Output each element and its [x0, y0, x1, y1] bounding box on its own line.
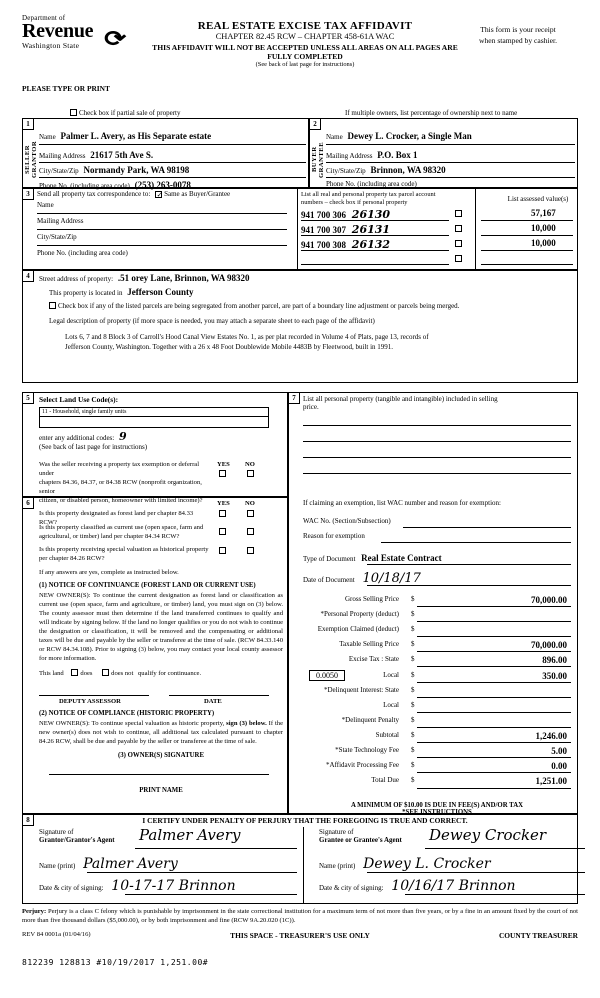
dollar-sign: $ — [411, 610, 415, 618]
continuance-section-number: 6 — [23, 498, 34, 509]
forest-land-question: Is this property designated as forest land per chapter 84.33 RCW? — [39, 510, 194, 526]
legal-description-label: Legal description of property (if more space is needed, you may attach a separate sheet to each page of the affidavit) — [49, 317, 375, 325]
grantor-date-city-label: Date & city of signing: — [39, 884, 104, 892]
partial-sale-checkbox[interactable] — [70, 109, 180, 117]
selling-price-section — [288, 392, 578, 814]
forest-land-no-checkbox[interactable] — [247, 510, 254, 517]
taxable-selling-price-label: Taxable Selling Price — [339, 640, 399, 648]
document-date-value[interactable]: 10/18/17 — [362, 571, 421, 586]
subtotal-label: Subtotal — [375, 731, 399, 739]
exemption-question-line2: chapters 84.36, 84.37, or 84.38 RCW (nonprofit organization, senior — [39, 479, 202, 495]
compliance-line-d: additional tax calculated pursuant to chapter 84.26 RCW, shall be due and payable by the seller or transferee at the time of sale. — [39, 729, 283, 745]
land-use-selected: 11 - Household, single family units — [42, 409, 127, 415]
tax-row — [303, 625, 571, 640]
exemption-no-checkbox[interactable] — [247, 470, 254, 477]
certification-section-number: 8 — [23, 815, 34, 826]
grantee-date-city-value[interactable]: 10/16/17 Brinnon — [391, 878, 516, 894]
exemption-question-line1: Was the seller receiving a property tax exemption or deferral under — [39, 461, 200, 477]
notice-continuance-text — [39, 591, 283, 663]
personal-property-line2: price. — [303, 403, 319, 411]
parcel-row — [301, 253, 575, 267]
excise-tax-local-label: Local — [383, 671, 399, 679]
tax-row — [303, 701, 571, 716]
assessed-value[interactable]: 10,000 — [531, 238, 556, 248]
assessed-value[interactable]: 10,000 — [531, 223, 556, 233]
same-as-buyer-label: Same as Buyer/Grantee — [164, 190, 231, 198]
additional-codes-label: enter any additional codes: — [39, 434, 115, 442]
form-title-block — [152, 20, 458, 68]
perjury-bold-label: Perjury: — [22, 908, 47, 915]
wac-number-label: WAC No. (Section/Subsection) — [303, 517, 391, 525]
segregated-checkbox[interactable] — [49, 302, 56, 309]
grantee-signature-label-line2: Grantee or Grantee's Agent — [319, 836, 402, 844]
treasurer-stamp: 812239 128813 #10/19/2017 1,251.00# — [22, 958, 209, 967]
land-use-listbox[interactable] — [39, 417, 269, 428]
logo-state-label: Washington State — [22, 41, 80, 50]
document-type-label: Type of Document — [303, 555, 356, 563]
parcel-number[interactable]: 941 700 306 — [301, 210, 346, 220]
local-rate-value[interactable]: 0.0050 — [309, 670, 345, 681]
dollar-sign: $ — [411, 716, 415, 724]
legal-description-text[interactable] — [39, 332, 573, 352]
land-use-see-back: (See back of last page for instructions) — [39, 443, 148, 451]
buyer-name-label: Name — [326, 133, 343, 141]
selling-price-section-number: 7 — [289, 393, 300, 404]
gross-selling-price-value[interactable]: 70,000.00 — [531, 595, 567, 605]
seller-section-number: 1 — [23, 119, 34, 130]
buyer-citystate-label: City/State/Zip — [326, 167, 366, 175]
receipt-note — [458, 24, 578, 46]
certification-title: I CERTIFY UNDER PENALTY OF PERJURY THAT THE FOREGOING IS TRUE AND CORRECT. — [142, 816, 468, 825]
seller-phone-label: Phone No. (including area code) — [39, 182, 130, 190]
historic-no-checkbox[interactable] — [247, 547, 254, 554]
agency-logo — [22, 14, 152, 50]
seller-section — [22, 118, 309, 188]
continuance-section — [22, 497, 288, 814]
correspondence-name-label: Name — [37, 201, 54, 209]
dollar-sign: $ — [411, 686, 415, 694]
grantee-signature-label-line1: Signature of — [319, 828, 354, 836]
personal-property-checkbox[interactable] — [455, 210, 462, 217]
personal-property-deduct-label: *Personal Property (deduct) — [320, 610, 399, 618]
state-technology-fee-label: *State Technology Fee — [335, 746, 399, 754]
dollar-sign: $ — [411, 776, 415, 784]
notice-compliance-text — [39, 719, 283, 746]
tax-row — [303, 595, 571, 610]
dollar-sign: $ — [411, 655, 415, 663]
does-label: does — [80, 670, 93, 677]
affidavit-processing-fee-label: *Affidavit Processing Fee — [326, 761, 399, 769]
exemption-yes-checkbox[interactable] — [219, 470, 226, 477]
swoosh-icon: ⟳ — [104, 26, 127, 51]
correspondence-section-number: 3 — [23, 189, 34, 200]
land-use-title: Select Land Use Code(s): — [39, 395, 119, 404]
no-header: NO — [245, 461, 255, 468]
partial-sale-label: Check box if partial sale of property — [79, 109, 181, 117]
logo-department-label: Department of — [22, 14, 66, 22]
treasurer-space-label: THIS SPACE - TREASURER'S USE ONLY — [230, 931, 370, 940]
buyer-name-value[interactable]: Dewey L. Crocker, a Single Man — [347, 131, 472, 141]
delinquent-interest-state-label: *Delinquent Interest: State — [323, 686, 399, 694]
notice-continuance-heading: (1) NOTICE OF CONTINUANCE (FOREST LAND OR CURRENT USE) — [39, 582, 256, 589]
correspondence-label: Send all property tax correspondence to: — [37, 190, 151, 198]
grantor-date-city-value[interactable]: 10-17-17 Brinnon — [111, 878, 236, 894]
parcel-handwritten: 26130 — [351, 208, 391, 221]
tax-row — [303, 655, 571, 670]
perjury-note — [22, 907, 578, 925]
buyer-side-label: BUYER GRANTEE — [311, 141, 325, 178]
multiple-owners-note: If multiple owners, list percentage of ownership next to name — [345, 109, 518, 117]
dollar-sign: $ — [411, 746, 415, 754]
current-use-question-line1: Is this property classified as current use (open space, farm and — [39, 524, 204, 531]
exemption-claimed-label: Exemption Claimed (deduct) — [317, 625, 399, 633]
affidavit-processing-fee-value[interactable]: 0.00 — [551, 761, 567, 771]
total-due-label: Total Due — [371, 776, 399, 784]
buyer-section — [309, 118, 578, 188]
subtotal-value[interactable]: 1,246.00 — [535, 731, 567, 741]
seller-phone-value[interactable]: (253) 263-0078 — [134, 180, 191, 190]
dollar-sign: $ — [411, 640, 415, 648]
legal-section-number: 4 — [23, 271, 34, 282]
form-title: REAL ESTATE EXCISE TAX AFFIDAVIT — [197, 20, 413, 32]
page-header — [22, 14, 578, 66]
tax-calculation-table — [303, 595, 571, 792]
current-use-no-checkbox[interactable] — [247, 528, 254, 535]
box6-no-header: NO — [245, 500, 255, 507]
parcel-header-line2: numbers – check box if personal property — [301, 199, 408, 206]
minimum-due-line2: *SEE INSTRUCTIONS — [402, 809, 472, 816]
correspondence-address-label: Mailing Address — [37, 217, 84, 225]
tax-row — [303, 716, 571, 731]
print-name-label: PRINT NAME — [139, 787, 183, 794]
parcel-handwritten: 26132 — [351, 238, 391, 251]
form-revision-label: REV 84 0001a (01/04/16) — [22, 931, 91, 938]
personal-property-line1: List all personal property (tangible and intangible) included in selling — [303, 395, 498, 403]
grantor-signature-script[interactable]: Palmer Avery — [139, 826, 241, 844]
county-label: This property is located in — [49, 289, 123, 297]
historic-yes-checkbox[interactable] — [219, 547, 226, 554]
correspondence-phone-label: Phone No. (including area code) — [37, 249, 128, 257]
form-warning: THIS AFFIDAVIT WILL NOT BE ACCEPTED UNLESS ALL AREAS ON ALL PAGES ARE FULLY COMPLETED — [152, 43, 458, 61]
if-any-yes-note: If any answers are yes, complete as instructed below. — [39, 569, 179, 576]
seller-address-value[interactable]: 21617 5th Ave S. — [90, 150, 154, 160]
personal-property-checkbox[interactable] — [455, 255, 462, 262]
grantee-date-city-label: Date & city of signing: — [319, 884, 384, 892]
land-use-section-number: 5 — [23, 393, 34, 404]
please-type-label: PLEASE TYPE OR PRINT — [22, 84, 110, 93]
tax-row — [303, 670, 571, 686]
historic-question-line2: per chapter 84.26 RCW? — [39, 555, 105, 562]
street-address-value[interactable]: .51 orey Lane, Brinnon, WA 98320 — [117, 273, 250, 283]
personal-property-checkbox[interactable] — [455, 225, 462, 232]
historic-question-line1: Is this property receiving special valuation as historical property — [39, 546, 209, 553]
tax-row — [303, 776, 571, 792]
legal-text-line2: Jefferson County, Washington. Together with a 26 x 48 Foot Doublewide Mobile 4483B by Fleetwood, built in 1991. — [65, 343, 394, 351]
taxable-selling-price-value[interactable]: 70,000.00 — [531, 640, 567, 650]
grantor-signature-label-line2: Grantor/Grantor's Agent — [39, 836, 115, 844]
logo-revenue-label: Revenue — [22, 20, 94, 42]
assessed-value[interactable]: 57,167 — [531, 208, 556, 218]
grantee-name-print-value[interactable]: Dewey L. Crocker — [363, 856, 491, 872]
dollar-sign: $ — [411, 671, 415, 679]
parcel-header-line1: List all real and personal property tax parcel account — [301, 191, 436, 198]
minimum-due-line1: A MINIMUM OF $10.00 IS DUE IN FEE(S) AND/OR TAX — [350, 802, 524, 809]
grantee-signature-script[interactable]: Dewey Crocker — [429, 826, 547, 844]
certification-section — [22, 814, 578, 904]
seller-name-value[interactable]: Palmer L. Avery, as His Separate estate — [60, 131, 212, 141]
grantee-name-print-label: Name (print) — [319, 862, 356, 870]
tax-row — [303, 610, 571, 625]
dollar-sign: $ — [411, 625, 415, 633]
form-instructions-note: (See back of last page for instructions) — [255, 61, 355, 68]
affidavit-page — [0, 14, 600, 998]
this-land-label: This land — [39, 670, 64, 677]
yes-header: YES — [217, 461, 230, 468]
seller-address-label: Mailing Address — [39, 152, 86, 160]
parcel-list — [301, 208, 575, 267]
does-qualify-checkbox[interactable] — [71, 669, 78, 676]
dollar-sign: $ — [411, 731, 415, 739]
grantor-name-print-label: Name (print) — [39, 862, 76, 870]
notice-compliance-heading: (2) NOTICE OF COMPLIANCE (HISTORIC PROPERTY) — [39, 710, 215, 717]
legal-text-line1: Lots 6, 7 and 8 Block 3 of Carroll's Hood Canal View Estates No. 1, as per plat recorded in Volume 4 of Plats, page 13, records of — [65, 333, 429, 341]
gross-selling-price-label: Gross Selling Price — [344, 595, 399, 603]
tax-row — [303, 746, 571, 761]
personal-property-checkbox[interactable] — [455, 240, 462, 247]
current-use-yes-checkbox[interactable] — [219, 528, 226, 535]
total-due-value[interactable]: 1,251.00 — [535, 776, 567, 786]
excise-tax-state-label: Excise Tax : State — [348, 655, 399, 663]
tax-row — [303, 731, 571, 746]
forest-land-yes-checkbox[interactable] — [219, 510, 226, 517]
grantor-name-print-value[interactable]: Palmer Avery — [83, 856, 178, 872]
delinquent-penalty-label: *Delinquent Penalty — [341, 716, 399, 724]
land-use-section — [22, 392, 288, 504]
compliance-line-a: NEW OWNER(S): To continue special valuation as historic property, — [39, 720, 225, 727]
legal-section — [22, 270, 578, 383]
seller-name-label: Name — [39, 133, 56, 141]
seller-citystate-value[interactable]: Normandy Park, WA 98198 — [83, 165, 190, 175]
delinquent-interest-local-label: Local — [383, 701, 399, 709]
parcel-number[interactable]: 941 700 307 — [301, 225, 346, 235]
assessor-date-label: DATE — [204, 698, 222, 705]
parcel-row — [301, 238, 575, 253]
correspondence-citystate-label: City/State/Zip — [37, 233, 77, 241]
partial-sale-box[interactable] — [70, 109, 77, 116]
exemption-question-line3: citizen, or disabled person, homeowner with limited income)? — [39, 497, 203, 504]
correspondence-section — [22, 188, 578, 270]
tax-row — [303, 761, 571, 776]
compliance-sign-below: sign (3) below. — [226, 720, 267, 727]
qualify-label: qualify for continuance. — [137, 670, 202, 677]
does-not-qualify-checkbox[interactable] — [102, 669, 109, 676]
exemption-claim-note: If claiming an exemption, list WAC number and reason for exemption: — [303, 499, 501, 507]
land-use-select[interactable] — [39, 407, 269, 417]
dollar-sign: $ — [411, 595, 415, 603]
parcel-number[interactable]: 941 700 308 — [301, 240, 346, 250]
buyer-phone-label: Phone No. (including area code) — [326, 180, 417, 188]
additional-codes-value[interactable]: 9 — [118, 430, 127, 443]
dollar-sign: $ — [411, 761, 415, 769]
buyer-section-number: 2 — [310, 119, 321, 130]
buyer-address-label: Mailing Address — [326, 152, 373, 160]
perjury-text: Perjury is a class C felony which is punishable by imprisonment in the state correctional institution for a maximum term of not more than five years, or by a fine in an amount fixed by the court of not more than five thousand dollars ($5,000.00), or by both imprisonment and fine (RCW 9A.20.020 (1C)). — [22, 908, 578, 924]
document-date-label: Date of Document — [303, 576, 355, 584]
current-use-question-line2: agricultural, or timber) land per chapter 84.34 RCW? — [39, 533, 180, 540]
parcel-row — [301, 208, 575, 223]
dollar-sign: $ — [411, 701, 415, 709]
buyer-citystate-value[interactable]: Brinnon, WA 98320 — [370, 165, 446, 175]
tax-row — [303, 640, 571, 655]
notice-continuance-paragraph: NEW OWNER(S): To continue the current designation as forest land or classification as current use (open space, farm and agriculture, or timber) land, you must sign on (3) below. The county assessor must then determine if the land transferred continues to qualify and will indicate by signing below. If the land no longer qualifies or you do not wish to continue the designation or classification, it will be removed and the compensating or additional taxes will be due and payable by the seller or transferee at the time of sale. (RCW 84.33.140 or RCW 84.34.108). Prior to signing (3) below, you may contact your local county assessor for more information. — [39, 592, 283, 662]
deputy-assessor-label: DEPUTY ASSESSOR — [59, 698, 121, 705]
buyer-address-value[interactable]: P.O. Box 1 — [377, 150, 418, 160]
form-subtitle: CHAPTER 82.45 RCW – CHAPTER 458-61A WAC — [215, 32, 395, 41]
grantor-signature-label-line1: Signature of — [39, 828, 74, 836]
county-treasurer-label: COUNTY TREASURER — [498, 931, 578, 940]
receipt-note-line1: This form is your receipt — [480, 25, 556, 34]
parcel-handwritten: 26131 — [351, 223, 391, 236]
parcel-row — [301, 223, 575, 238]
reason-exemption-label: Reason for exemption — [303, 532, 365, 540]
state-technology-fee-value[interactable]: 5.00 — [551, 746, 567, 756]
segregated-label: Check box if any of the listed parcels are being segregated from another parcel, are part of a boundary line adjustment or parcels being merged. — [58, 302, 460, 310]
box6-yes-header: YES — [217, 500, 230, 507]
seller-side-label: SELLER GRANTOR — [24, 140, 38, 179]
assessed-value-header: List assessed value(s) — [507, 195, 569, 203]
street-address-label: Street address of property: — [39, 275, 114, 283]
owner-signature-heading: (3) OWNER(S) SIGNATURE — [118, 752, 204, 759]
document-type-value[interactable]: Real Estate Contract — [361, 553, 442, 563]
county-value[interactable]: Jefferson County — [127, 287, 194, 297]
does-not-label: does not — [111, 670, 134, 677]
compliance-line-c: If the new owner(s) does not wish to continue, all — [39, 720, 283, 736]
same-as-buyer-checkbox[interactable] — [155, 191, 162, 198]
seller-citystate-label: City/State/Zip — [39, 167, 79, 175]
tax-row — [303, 686, 571, 701]
excise-tax-local-value[interactable]: 350.00 — [542, 671, 567, 681]
excise-tax-state-value[interactable]: 896.00 — [542, 655, 567, 665]
receipt-note-line2: when stamped by cashier. — [478, 36, 558, 45]
